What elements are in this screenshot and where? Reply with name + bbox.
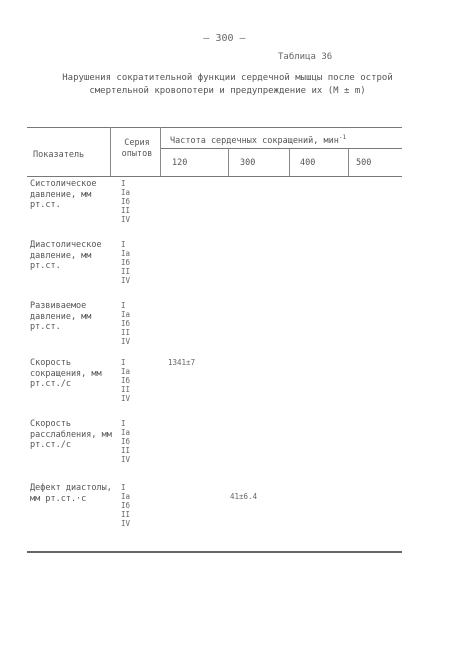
freq-subheader-rule [160,148,402,149]
header-series: Серия опытов [121,138,153,159]
indicator-label: Систолическое давление, мм рт.ст. [30,179,97,210]
series-label: IV [121,337,131,346]
series-label: Iа [121,310,131,319]
series-list [121,419,130,464]
series-label: IV [121,276,131,285]
col-divider-1 [110,127,111,176]
header-frequency-text: Частота сердечных сокращений, мин [170,135,339,146]
table-title-unit: (M ± m) [327,85,366,96]
series-label: Iб [121,197,131,206]
series-label: II [121,328,131,337]
freq-300: 300 [240,158,256,168]
series-label: Iа [121,249,131,258]
series-label: I [121,419,126,428]
series-label: Iа [121,428,131,437]
freq-120: 120 [172,158,188,168]
series-label: Iб [121,437,131,446]
page-number: — 300 — [203,33,246,44]
series-label: IV [121,455,131,464]
header-frequency [170,133,346,146]
table-bottom-rule [27,551,402,553]
series-list [121,301,130,346]
series-label: Iб [121,376,131,385]
indicator-label: Скорость сокращения, мм рт.ст./с [30,358,102,389]
series-label: II [121,385,131,394]
table-title [30,72,425,97]
series-list [121,179,130,224]
col-divider-2 [160,127,161,176]
freq-500: 500 [356,158,372,168]
series-label: I [121,483,126,492]
series-label: IV [121,394,131,403]
freq-divider-1 [228,148,229,176]
series-label: Iб [121,319,131,328]
table-title-text: Нарушения сократительной функции сердечной мышцы после острой смертельной кровопотери и предупреждение их [62,73,393,96]
series-label: II [121,206,131,215]
series-label: II [121,267,131,276]
series-label: II [121,446,131,455]
series-list [121,483,130,528]
freq-divider-3 [348,148,349,176]
series-label: II [121,510,131,519]
table-label: Таблица 36 [278,52,333,62]
header-top-rule [27,127,402,128]
freq-divider-2 [289,148,290,176]
series-label: Iб [121,501,131,510]
series-label: I [121,301,126,310]
series-label: IV [121,215,131,224]
header-frequency-unit-sup: -1 [338,134,347,141]
series-label: Iа [121,492,131,501]
indicator-label: Развиваемое давление, мм рт.ст. [30,301,92,332]
indicator-label: Диастолическое давление, мм рт.ст. [30,240,102,271]
header-indicator: Показатель [33,150,85,160]
series-label: I [121,240,126,249]
header-bottom-rule [27,176,402,177]
value-cell: 41±6.4 [230,492,258,501]
value-cell: 1341±7 [168,358,196,367]
indicator-label: Скорость расслабления, мм рт.ст./с [30,419,112,450]
series-list [121,358,130,403]
series-label: IV [121,519,131,528]
series-list [121,240,130,285]
series-label: Iа [121,367,131,376]
series-label: Iа [121,188,131,197]
indicator-label: Дефект диастолы, мм рт.ст.·с [30,483,112,504]
freq-400: 400 [300,158,316,168]
series-label: I [121,358,126,367]
series-label: Iб [121,258,131,267]
series-label: I [121,179,126,188]
